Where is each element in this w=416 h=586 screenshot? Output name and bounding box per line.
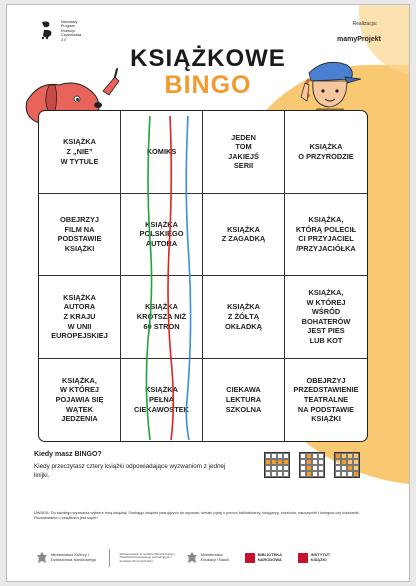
bingo-board — [38, 110, 368, 442]
footer-logos — [36, 546, 396, 570]
bingo-answer: Kiedy przeczytasz cztery książki odpowiadające wyzwaniom z jednej linijki. — [34, 463, 226, 479]
bingo-cell[interactable]: OBEJRZYJ PRZEDSTAWIENIE TEATRALNE NA PODSTAWIE KSIĄŻKI — [293, 375, 359, 424]
logo-line: 2.0 — [61, 37, 66, 42]
footer-divider — [109, 549, 110, 567]
example-grid-diagonal — [334, 452, 360, 478]
institute-name: INSTYTUT KSIĄŻKI — [310, 552, 331, 562]
ministry-edu-logo — [186, 551, 235, 565]
title-line-1: KSIĄŻKOWE — [130, 45, 286, 72]
example-grid-row — [264, 452, 290, 478]
bingo-cell[interactable]: KSIĄŻKA Z ZAGADKĄ — [203, 194, 285, 277]
bingo-cell[interactable]: KSIĄŻKA O PRZYRODZIE — [285, 111, 367, 194]
bingo-cell[interactable]: CIEKAWA LEKTURA SZKOLNA — [203, 359, 285, 442]
bingo-cell[interactable]: KSIĄŻKA Z ŻÓŁTĄ OKŁADKĄ — [203, 276, 285, 359]
ministry-edu-name: Ministerstwo Edukacji i Nauki — [200, 552, 230, 562]
bingo-cell[interactable]: KSIĄŻKA, W KTÓREJ POJAWIA SIĘ WĄTEK JEDZENIA — [39, 359, 121, 442]
program-logo-text — [61, 20, 91, 42]
library-square-icon — [245, 553, 255, 563]
bingo-cell[interactable]: KSIĄŻKA POLSKIEGO AUTORA — [121, 194, 203, 277]
bingo-cell[interactable]: KSIĄŻKA PEŁNA CIEKAWOSTEK — [121, 359, 203, 442]
funding-note: Dofinansowano ze środków Ministra Kultury i Dziedzictwa Narodowego pochodzących z Funduszu Promocji Kultury — [119, 551, 176, 563]
program-logo — [39, 20, 91, 42]
library-logo — [245, 553, 288, 563]
bingo-examples — [264, 452, 360, 478]
example-grid-column — [299, 452, 325, 478]
library-name: BIBLIOTEKA NARODOWA — [257, 552, 282, 562]
bingo-cell[interactable]: KSIĄŻKA KRÓTSZA NIŻ 60 STRON — [121, 276, 203, 359]
logo-line: Rozwoju — [61, 28, 75, 33]
note-text: UWAGA: Do każdego wyzwania wybierz inną książkę! Szukając książek pasujących do wyzwań, śmiało pytaj o pomoc bibliotekarzy, księgarzy, rodziców, nauczycieli i kolegów czy koleżanki. Rozmawianie o książkach jest super! — [34, 510, 360, 521]
bingo-cell[interactable]: JEDEN TOM JAKIEJŚ SERII — [203, 111, 285, 194]
bingo-cell[interactable]: KSIĄŻKA, W KTÓREJ WŚRÓD BOHATERÓW JEST PIES LUB KOT — [285, 276, 367, 359]
bingo-cell[interactable]: KSIĄŻKA AUTORA Z KRAJU W UNII EUROPEJSKIEJ — [39, 276, 121, 359]
realizacja-label: Realizacja: — [352, 21, 377, 27]
bingo-cell[interactable]: KOMIKS — [121, 111, 203, 194]
eagle-icon — [36, 551, 48, 565]
logo-line: Narodowy — [61, 20, 78, 24]
logo-line: Czytelnictwa — [61, 33, 82, 38]
program-logo-icon — [39, 20, 57, 40]
logo-line: Program — [61, 24, 75, 29]
bingo-question: Kiedy masz BINGO? — [34, 451, 102, 458]
brand-logo: mamyProjekt — [337, 36, 381, 43]
institute-logo — [298, 553, 339, 563]
bingo-cell[interactable]: KSIĄŻKA Z „NIE” W TYTULE — [39, 111, 121, 194]
title-line-2: BINGO — [164, 71, 252, 99]
ministry-name: Ministerstwo Kultury i Dziedzictwa Narodowego — [51, 552, 97, 562]
institute-square-icon — [298, 553, 308, 563]
ministry-logo — [36, 551, 99, 565]
bingo-cell[interactable]: KSIĄŻKA, KTÓRĄ POLECIŁ CI PRZYJACIEL /PRZYJACIÓŁKA — [285, 194, 367, 277]
bingo-cell[interactable]: OBEJRZYJ FILM NA PODSTAWIE KSIĄŻKI — [39, 194, 121, 277]
eagle-icon — [186, 551, 198, 565]
